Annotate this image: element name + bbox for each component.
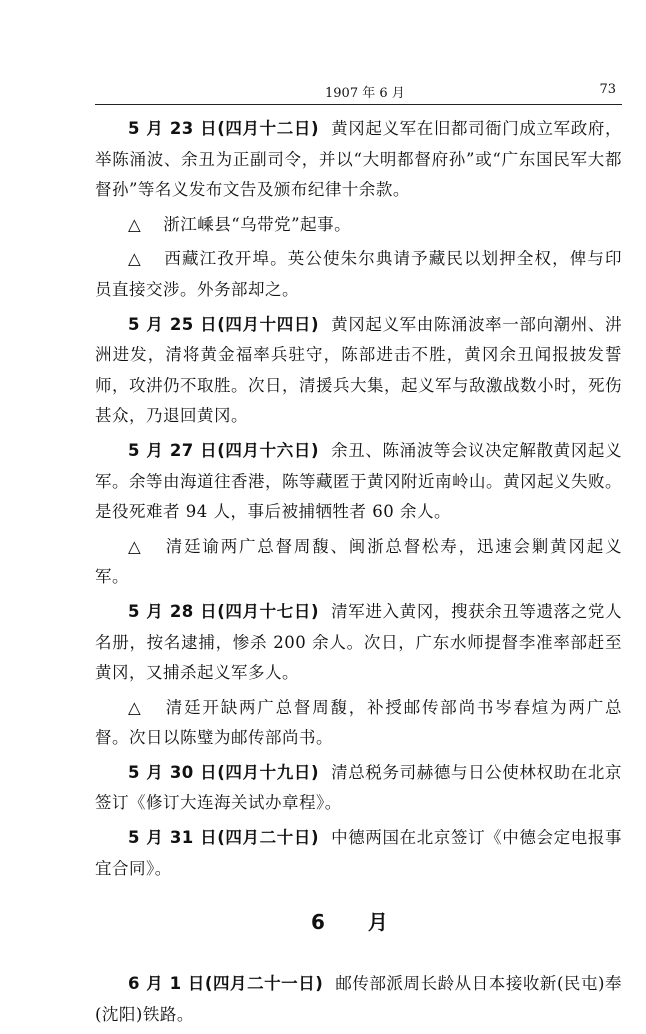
- body-text: [95, 114, 622, 1034]
- entry-may-28: [95, 597, 622, 689]
- entry-may-23: [95, 114, 622, 206]
- entry-date: 5 月 23 日(四月十二日): [128, 119, 320, 138]
- entry-may-30: [95, 758, 622, 819]
- entry-tibet-gyantse: [95, 244, 622, 305]
- triangle-marker: △: [128, 697, 143, 717]
- entry-may-31: [95, 823, 622, 884]
- header-title: 1907 年 6 月: [325, 86, 405, 101]
- entry-text: 浙江嵊县“乌带党”起事。: [163, 214, 352, 234]
- triangle-marker: △: [128, 536, 143, 556]
- section-heading-june: 6 月: [311, 910, 406, 935]
- entry-text: 清总税务司赫德与日公使林权助在北京签订《修订大连海关试办章程》。: [95, 762, 622, 813]
- entry-qing-edict-suppress: [95, 532, 622, 593]
- entry-text: 黄冈起义军由陈涌波率一部向潮州、汫洲进发，清将黄金福率兵驻守，陈部进击不胜，黄冈余丑闻报披发誓师，攻汫仍不取胜。次日，清援兵大集，起义军与敌激战数小时，死伤甚众，乃退回黄冈。: [95, 314, 622, 426]
- entry-qing-appointment: [95, 693, 622, 754]
- entry-date: 5 月 30 日(四月十九日): [128, 762, 320, 782]
- entry-zhejiang-shengxian: [95, 210, 622, 241]
- entry-text: 清军进入黄冈，搜获余丑等遗落之党人名册，按名逮捕，惨杀 200 余人。次日，广东水师提督李准率部赶至黄冈，又捕杀起义军多人。: [95, 601, 622, 683]
- entry-date: 5 月 31 日(四月二十日): [128, 828, 320, 848]
- entry-date: 5 月 28 日(四月十七日): [128, 601, 320, 621]
- entry-text: 西藏江孜开埠。英公使朱尔典请予藏民以划押全权，俾与印员直接交涉。外务部却之。: [95, 249, 622, 299]
- running-header: [95, 80, 622, 105]
- entry-may-27: [95, 436, 622, 528]
- triangle-marker: △: [128, 214, 142, 234]
- entry-text: 清廷开缺两广总督周馥，补授邮传部尚书岑春煊为两广总督。次日以陈璧为邮传部尚书。: [95, 697, 622, 748]
- entry-text: 余丑、陈涌波等会议决定解散黄冈起义军。余等由海道往香港，陈等藏匿于黄冈附近南岭山。黄冈起义失败。是役死难者 94 人，事后被捕牺牲者 60 余人。: [95, 440, 622, 522]
- entry-may-25: [95, 310, 622, 432]
- triangle-marker: △: [128, 249, 142, 269]
- entry-date: 5 月 27 日(四月十六日): [128, 440, 320, 460]
- entry-date: 6 月 1 日(四月二十一日): [128, 974, 324, 994]
- entry-text: 中德两国在北京签订《中德会定电报事宜合同》。: [95, 828, 622, 878]
- entry-text: 清廷谕两广总督周馥、闽浙总督松寿，迅速会剿黄冈起义军。: [95, 536, 622, 587]
- entry-date: 5 月 25 日(四月十四日): [128, 314, 320, 334]
- entry-text: 邮传部派周长龄从日本接收新(民屯)奉(沈阳)铁路。: [95, 974, 623, 1024]
- entry-text: 黄冈起义军在旧都司衙门成立军政府，举陈涌波、余丑为正副司令，并以“大明都督府孙”或“广东国民军大都督孙”等名义发布文告及颁布纪律十余款。: [95, 119, 622, 200]
- page-number: 73: [599, 82, 616, 97]
